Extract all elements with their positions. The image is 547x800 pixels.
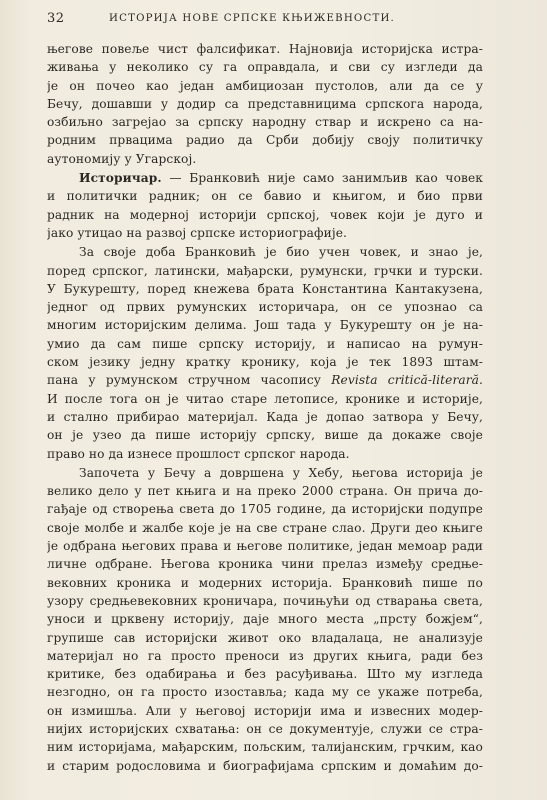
text-line: живања у неколико су га оправдала, и сви су изгледи да bbox=[47, 60, 483, 75]
text-line: материјал но га просто преноси из других књига, ради без bbox=[47, 648, 483, 663]
text-line: је одбрана његових права и његове политике, један мемоар ради bbox=[47, 539, 483, 554]
text-line: јако утицао на развој српске историографије. bbox=[47, 225, 348, 240]
text-line: он измишља. Али у његовој историји има и извесних модер- bbox=[47, 703, 483, 718]
text-line: његове повеље чист фалсификат. Најновија историјска истра- bbox=[47, 42, 483, 56]
text-line: Бечу, дошавши у додир са представницима српскога народа, bbox=[47, 96, 483, 111]
page-header bbox=[47, 11, 479, 31]
text-line: поред српског, латински, мађарски, румунски, грчки и турски. bbox=[47, 263, 483, 278]
text-line bbox=[47, 371, 483, 389]
text-line bbox=[47, 169, 483, 187]
text-line: ском језику једну кратку кронику, која је тек 1893 штам- bbox=[47, 355, 483, 370]
text-fragment: пана у румунском стручном часопису bbox=[47, 373, 332, 388]
text-line: радник на модерној историји српској, човек који је дуго и bbox=[47, 207, 483, 222]
text-line: и политички радник; он се бавио и књигом, и био први bbox=[47, 189, 483, 204]
text-line: он је узео да пише историју српску, више да докаже своје bbox=[47, 428, 483, 443]
page-number: 32 bbox=[47, 11, 65, 26]
section-lead: Историчар. bbox=[79, 171, 162, 186]
text-line: узору средњевековних кроничара, почињући од стварања света, bbox=[47, 593, 483, 608]
text-line: родним првацима радио да Срби добију своју политичку bbox=[47, 133, 483, 148]
paragraph-3 bbox=[47, 243, 483, 463]
text-line: уноси и црквену историју, даје много места „прсту божјем“, bbox=[47, 612, 483, 627]
text-line: умио да сам пише српску историју, и написао на румун- bbox=[47, 336, 483, 351]
text-line: и старим родословима и биографијама српским и домаћим до- bbox=[47, 758, 483, 773]
text-line: гађаје од створења света до 1705 године, да историјски подупре bbox=[47, 502, 483, 517]
text-line: многим историјским делима. Још тада у Букурешту он је на- bbox=[47, 318, 483, 333]
text-fragment: — Бранковић није само занимљив као човек bbox=[161, 171, 483, 186]
body-text bbox=[47, 40, 483, 776]
paragraph-1 bbox=[47, 40, 483, 168]
text-line: ним историјама, мађарским, пољским, талијанским, грчким, као bbox=[47, 740, 483, 755]
text-line: личне одбране. Његова кроника чини прелаз између средње- bbox=[47, 557, 483, 572]
text-line: нијих историјских схватања: он се документује, служи се стра- bbox=[47, 721, 483, 736]
paragraph-4 bbox=[47, 464, 483, 775]
paragraph-2 bbox=[47, 169, 483, 242]
text-line: незгодно, он га просто изоставља; када му се укаже потреба, bbox=[47, 685, 483, 700]
text-line: Започета у Бечу а довршена у Хебу, његова историја је bbox=[79, 465, 483, 480]
text-line: И после тога он је читао старе летописе, кронике и историје, bbox=[47, 391, 483, 406]
text-line: аутономију у Угарској. bbox=[47, 151, 197, 166]
text-line: У Букурешту, поред кнежева брата Константина Кантакузена, bbox=[47, 281, 483, 296]
text-line: је он почео као један амбициозан пустолов, али да се у bbox=[47, 78, 483, 93]
text-line: једног од првих румунских историчара, он се упознао са bbox=[47, 300, 483, 315]
text-line: велико дело у пет књига и на преко 2000 страна. Он прича до- bbox=[47, 484, 483, 499]
text-line: право но да изнесе прошлост српског народа. bbox=[47, 446, 350, 461]
text-line: озбиљно загрејао за српску народну ствар и искрено са на- bbox=[47, 115, 483, 130]
text-line: вековних кроника и модерних историја. Бранковић пише по bbox=[47, 575, 483, 590]
text-line: своје молбе и жалбе које је на све стране слао. Други део књиге bbox=[47, 520, 483, 535]
text-line: критике, без одабирања и без расуђивања. Што му изгледа bbox=[47, 667, 483, 682]
text-line: и стално прибирао материјал. Када је допао затвора у Бечу, bbox=[47, 409, 483, 424]
text-line: групише сав историјски живот око владалаца, не анализује bbox=[47, 630, 483, 645]
running-head: ИСТОРИЈА НОВЕ СРПСКЕ КЊИЖЕВНОСТИ. bbox=[109, 13, 395, 24]
journal-title: Revista critică-literară. bbox=[331, 373, 483, 388]
text-line: За своје доба Бранковић је био учен човек, и знао је, bbox=[79, 245, 483, 260]
